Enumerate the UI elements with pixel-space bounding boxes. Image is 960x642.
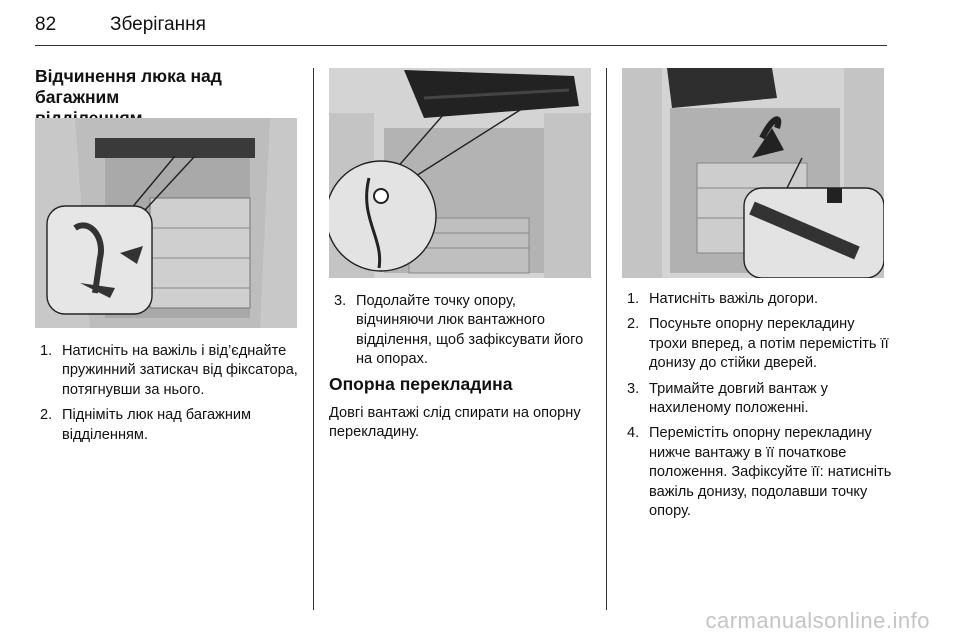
step-number: 1.	[40, 343, 53, 359]
middle-paragraph	[329, 404, 591, 443]
header-rule	[35, 45, 887, 46]
step-text: Тримайте довгий вантаж у нахиленому положенні.	[649, 380, 828, 417]
column-divider-right	[606, 68, 607, 610]
illustration-hatch-release	[35, 118, 297, 328]
list-item	[40, 406, 302, 445]
figure-hatch-support-point	[329, 68, 591, 278]
column-divider-left	[313, 68, 314, 610]
step-text: Натисніть на важіль і від’єднайте пружинний затискач від фіксатора, потягнувши за нього.	[62, 343, 298, 398]
step-number: 4.	[627, 425, 640, 442]
step-text: Підніміть люк над багажним відділенням.	[62, 407, 252, 443]
middle-steps	[334, 292, 596, 376]
right-steps	[627, 290, 892, 527]
support-bar-paragraph: Довгі вантажі слід спирати на опорну перекладину.	[329, 405, 581, 441]
support-bar-heading: Опорна перекладина	[329, 374, 513, 394]
figure-luggage-hatch-release	[35, 118, 297, 328]
step-number: 3.	[627, 380, 640, 397]
step-number: 2.	[40, 407, 53, 424]
list-item	[627, 290, 892, 309]
section-title: Зберігання	[110, 14, 206, 35]
illustration-support-bar	[622, 68, 884, 278]
figure-support-bar	[622, 68, 884, 278]
step-text: Натисніть важіль догори.	[649, 291, 819, 307]
list-item	[627, 424, 892, 521]
list-item	[40, 342, 302, 400]
step-number: 3.	[334, 293, 347, 309]
step-number: 2.	[627, 316, 640, 333]
step-text: Посуньте опорну перекладину трохи вперед, а потім перемістіть її донизу до стійки дверей.	[649, 316, 889, 372]
page-number: 82	[35, 14, 57, 35]
illustration-hatch-open	[329, 68, 591, 278]
middle-subheading	[329, 374, 591, 395]
step-text: Подолайте точку опору, відчиняючи люк вантажного відділення, щоб зафіксувати його на опорах.	[356, 293, 584, 368]
watermark: carmanualsonline.info	[705, 608, 930, 633]
step-number: 1.	[627, 291, 640, 307]
list-item	[627, 380, 892, 419]
list-item	[334, 292, 596, 370]
left-steps	[40, 342, 302, 451]
list-item	[627, 315, 892, 373]
left-heading-line1: Відчинення люка над багажним	[35, 66, 222, 107]
step-text: Перемістіть опорну перекладину нижче вантажу в її початкове положення. Зафіксуйте її: натисніть важіль донизу, подолавши точку опору.	[649, 425, 892, 520]
